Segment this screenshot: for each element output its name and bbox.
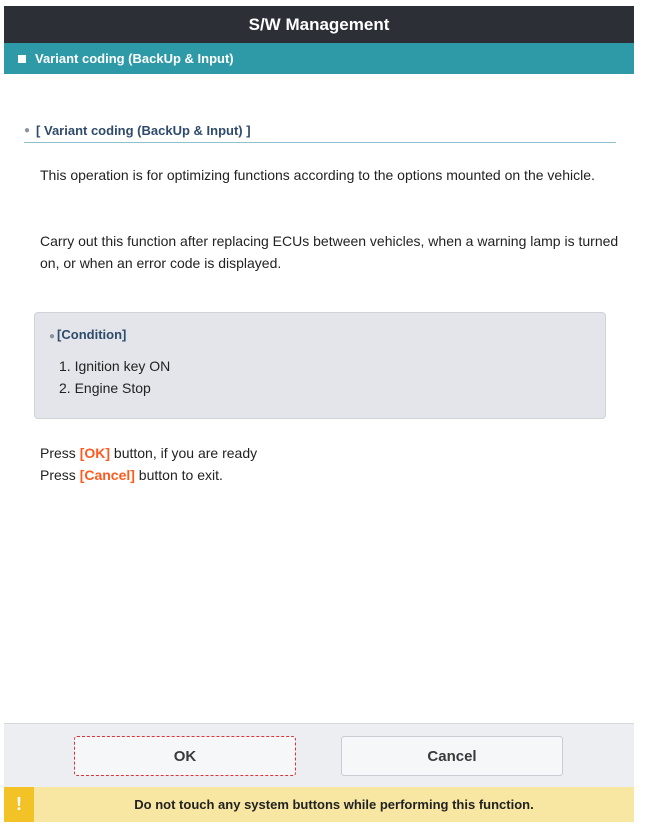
window-title: S/W Management [248,14,390,34]
description-paragraph-1: This operation is for optimizing functions according to the options mounted on the vehicle. [40,167,595,183]
ok-key-highlight: [OK] [79,445,111,461]
subheader-label: Variant coding (BackUp & Input) [35,51,234,66]
description-paragraph-2: Carry out this function after replacing ECUs between vehicles, when a warning lamp is turned on, or when an error code is displayed. [40,233,619,271]
instruction-text: button, if you are ready [110,445,258,461]
instruction-line-cancel [40,464,257,486]
ok-button[interactable]: OK [74,736,296,776]
warning-text: Do not touch any system buttons while performing this function. [134,797,534,812]
instruction-line-ok [40,442,257,464]
dot-bullet-icon: ● [49,331,56,342]
cancel-key-highlight: [Cancel] [79,467,135,483]
instruction-text: Press [40,467,80,483]
condition-item: 1. Ignition key ON [59,358,171,374]
condition-title [49,327,126,342]
condition-title-text: [Condition] [57,327,127,342]
condition-list [59,355,170,399]
cancel-button[interactable]: Cancel [341,736,563,776]
button-bar [4,723,634,788]
section-header [24,118,616,143]
condition-box [34,312,606,419]
instruction-text: Press [40,445,80,461]
subheader-bar [4,43,634,74]
instructions [40,442,257,486]
title-bar [4,6,634,43]
warning-icon: ! [4,787,34,822]
instruction-text: button to exit. [134,467,223,483]
section-title: [ Variant coding (BackUp & Input) ] [36,122,251,138]
sw-management-window [4,6,634,822]
warning-banner [4,787,634,822]
square-bullet-icon [18,55,26,63]
condition-item: 2. Engine Stop [59,380,151,396]
dot-bullet-icon: ● [24,124,31,136]
main-content [4,74,634,728]
